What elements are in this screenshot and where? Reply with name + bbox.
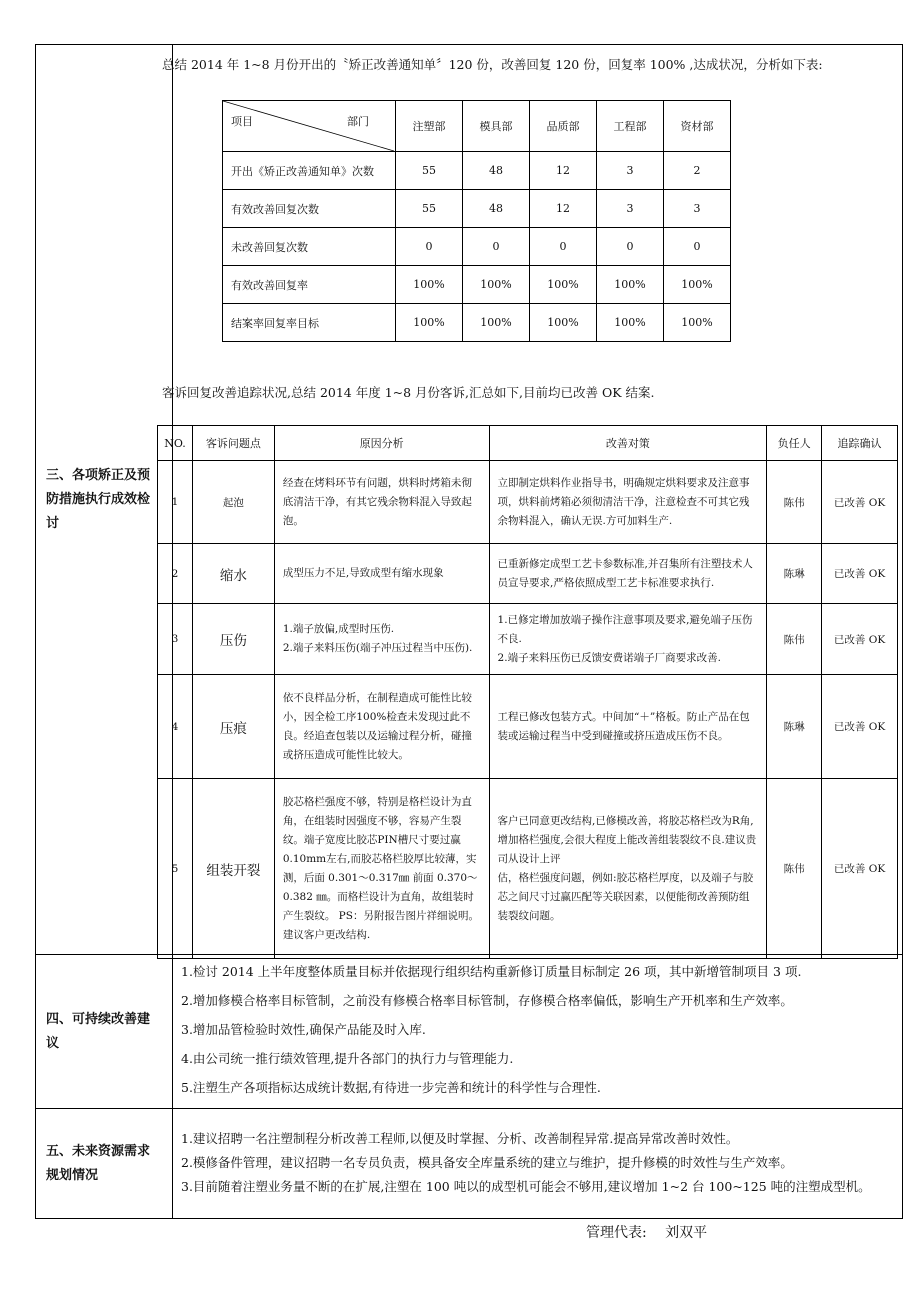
row-number: 3 (158, 604, 193, 675)
value-cell: 0 (463, 228, 530, 266)
responsible-person: 陈伟 (767, 604, 822, 675)
complaint-table (157, 425, 898, 959)
row-number: 4 (158, 675, 193, 779)
tracking-status: 已改善 OK (822, 675, 898, 779)
section3-intro: 总结 2014 年 1~8 月份开出的〝矫正改善通知单〞120 份，改善回复 120 份，回复率 100% ,达成状况，分析如下表: (162, 57, 823, 72)
dept-header-cell: 工程部 (597, 101, 664, 152)
value-cell: 0 (597, 228, 664, 266)
responsible-person: 陈伟 (767, 461, 822, 544)
row-label: 未改善回复次数 (223, 228, 396, 266)
tracking-status: 已改善 OK (822, 779, 898, 959)
column-header: 改善对策 (489, 426, 767, 461)
cause-analysis: 胶芯格栏强度不够，特别是格栏设计为直角，在组装时因强度不够，容易产生裂纹。端子宽度比胶芯PIN槽尺寸要过赢0.10mm左右,而胶芯格栏胶厚比较薄，实测，后面 0.301～0.317㎜ 前面 0.370～0.382 ㎜。而格栏设计为直角，故组装时产生裂纹。 PS：另附报告图片祥细说明。建议客户更改结构. (274, 779, 489, 959)
corrective-stats-table (222, 100, 731, 342)
table-row (158, 544, 898, 604)
list-item: 1.检讨 2014 上半年度整体质量目标并依据现行组织结构重新修订质量目标制定 26 项，其中新增管制项目 3 项. (181, 964, 802, 979)
row-number: 1 (158, 461, 193, 544)
dept-header-cell: 品质部 (530, 101, 597, 152)
complaint-issue: 压痕 (192, 675, 274, 779)
value-cell: 100% (664, 304, 731, 342)
value-cell: 12 (530, 152, 597, 190)
tracking-status: 已改善 OK (822, 604, 898, 675)
improvement-action: 已重新修定成型工艺卡参数标准,并召集所有注塑技术人员宣导要求,严格依照成型工艺卡标准要求执行. (489, 544, 767, 604)
value-cell: 3 (664, 190, 731, 228)
value-cell: 100% (463, 266, 530, 304)
table-row (158, 779, 898, 959)
row-number: 2 (158, 544, 193, 604)
responsible-person: 陈琳 (767, 544, 822, 604)
table-row (223, 304, 731, 342)
header-item-label: 项目 (231, 115, 253, 128)
value-cell: 2 (664, 152, 731, 190)
list-item: 1.建议招聘一名注塑制程分析改善工程师,以便及时掌握、分析、改善制程异常.提高异常改善时效性。 (181, 1131, 739, 1146)
signature-label: 管理代表: (586, 1225, 647, 1241)
column-header: 原因分析 (274, 426, 489, 461)
value-cell: 55 (396, 152, 463, 190)
tracking-status: 已改善 OK (822, 544, 898, 604)
value-cell: 100% (463, 304, 530, 342)
value-cell: 0 (530, 228, 597, 266)
column-header: 负任人 (767, 426, 822, 461)
responsible-person: 陈琳 (767, 675, 822, 779)
table-row (223, 152, 731, 190)
dept-header-cell: 注塑部 (396, 101, 463, 152)
dept-header-cell: 资材部 (664, 101, 731, 152)
responsible-person: 陈伟 (767, 779, 822, 959)
value-cell: 100% (597, 266, 664, 304)
value-cell: 0 (396, 228, 463, 266)
row-label: 有效改善回复率 (223, 266, 396, 304)
table-header-row (158, 426, 898, 461)
complaint-issue: 缩水 (192, 544, 274, 604)
cause-analysis: 依不良样品分析，在制程造成可能性比较小，因全检工序100%检查未发现过此不良。经追查包装以及运输过程分析，碰撞或挤压造成可能性比较大。 (274, 675, 489, 779)
list-item: 2.增加修模合格率目标管制，之前没有修模合格率目标管制，存修模合格率偏低，影响生产开机率和生产效率。 (181, 993, 793, 1008)
value-cell: 100% (664, 266, 731, 304)
row-number: 5 (158, 779, 193, 959)
value-cell: 55 (396, 190, 463, 228)
column-header: 追踪确认 (822, 426, 898, 461)
list-item: 3.目前随着注塑业务量不断的在扩展,注塑在 100 吨以的成型机可能会不够用,建议增加 1~2 台 100~125 吨的注塑成型机。 (181, 1179, 871, 1194)
table-row (223, 190, 731, 228)
cause-analysis: 经查在烤料环节有问题，烘料时烤箱未彻底清洁干净，有其它残余物料混入导致起泡。 (274, 461, 489, 544)
value-cell: 100% (530, 266, 597, 304)
table-row (223, 228, 731, 266)
value-cell: 3 (597, 152, 664, 190)
value-cell: 0 (664, 228, 731, 266)
list-item: 5.注塑生产各项指标达成统计数据,有待进一步完善和统计的科学性与合理性. (181, 1080, 601, 1095)
header-dept-label: 部门 (347, 115, 369, 128)
list-item: 3.增加品管检验时效性,确保产品能及时入库. (181, 1022, 426, 1037)
diagonal-header-cell (223, 101, 396, 152)
list-item: 2.模修备件管理，建议招聘一名专员负责，模具备安全库量系统的建立与维护，提升修模的时效性与生产效率。 (181, 1155, 793, 1170)
suggestion-list (181, 963, 902, 1096)
table-row (158, 675, 898, 779)
improvement-action: 立即制定烘料作业指导书，明确规定烘料要求及注意事项，烘料前烤箱必须彻清洁干净，注意检查不可其它残余物料混入，确认无误.方可加料生产. (489, 461, 767, 544)
row-label: 有效改善回复次数 (223, 190, 396, 228)
value-cell: 100% (396, 304, 463, 342)
dept-header-cell: 模具部 (463, 101, 530, 152)
value-cell: 12 (530, 190, 597, 228)
complaint-issue: 组装开裂 (192, 779, 274, 959)
cause-analysis: 成型压力不足,导致成型有缩水现象 (274, 544, 489, 604)
improvement-action: 工程已修改包装方式。中间加“＋”格板。防止产品在包装或运输过程当中受到碰撞或挤压造成压伤不良。 (489, 675, 767, 779)
table-header-row (223, 101, 731, 152)
row-label: 结案率回复率目标 (223, 304, 396, 342)
section4-title: 四、可持续改善建议 (36, 955, 173, 1109)
section5-content (173, 1109, 903, 1219)
list-item: 4.由公司统一推行绩效管理,提升各部门的执行力与管理能力. (181, 1051, 514, 1066)
table-row (158, 461, 898, 544)
improvement-action: 客户已同意更改结构,已修模改善，将胶芯格栏改为R角,增加格栏强度,会很大程度上能改善组装裂纹不良.建议贵司从设计上评 估，格栏强度问题，例如:胶芯格栏厚度，以及端子与胶芯之间尺寸过赢匹配等关联因素，以便能彻改善预防组装裂纹问题。 (489, 779, 767, 959)
table-row (223, 266, 731, 304)
resource-plan-list (181, 1130, 902, 1195)
signature-name: 刘双平 (665, 1225, 708, 1241)
section3-title: 三、各项矫正及预防措施执行成效检讨 (36, 45, 173, 955)
column-header: NO. (158, 426, 193, 461)
complaint-intro: 客诉回复改善追踪状况,总结 2014 年度 1~8 月份客诉,汇总如下,目前均已改善 OK 结案. (162, 385, 655, 400)
value-cell: 48 (463, 152, 530, 190)
cause-analysis: 1.端子放偏,成型时压伤. 2.端子来料压伤(端子冲压过程当中压伤). (274, 604, 489, 675)
table-row (158, 604, 898, 675)
complaint-issue: 压伤 (192, 604, 274, 675)
value-cell: 3 (597, 190, 664, 228)
value-cell: 100% (530, 304, 597, 342)
value-cell: 100% (597, 304, 664, 342)
value-cell: 100% (396, 266, 463, 304)
section5-title: 五、未来资源需求规划情况 (36, 1109, 173, 1219)
improvement-action: 1.已修定增加放端子操作注意事项及要求,避免端子压伤不良. 2.端子来料压伤已反馈安费诺端子厂商要求改善. (489, 604, 767, 675)
signature-block (586, 1222, 707, 1242)
row-label: 开出《矫正改善通知单》次数 (223, 152, 396, 190)
value-cell: 48 (463, 190, 530, 228)
complaint-issue: 起泡 (192, 461, 274, 544)
section4-content (173, 955, 903, 1109)
column-header: 客诉问题点 (192, 426, 274, 461)
tracking-status: 已改善 OK (822, 461, 898, 544)
